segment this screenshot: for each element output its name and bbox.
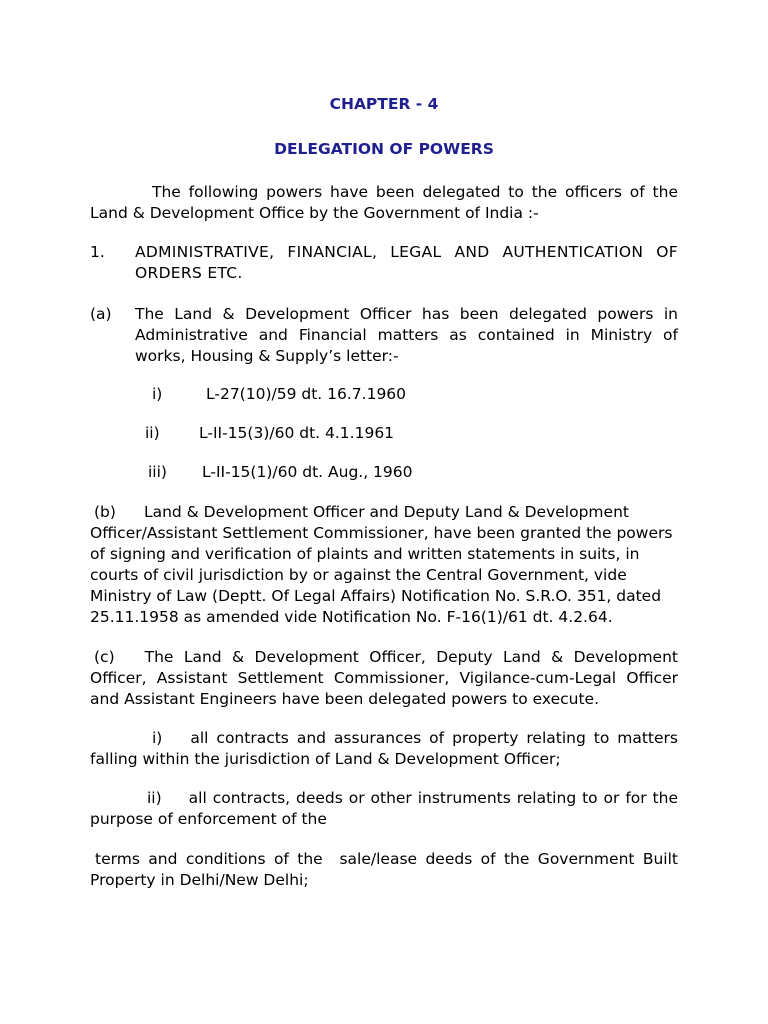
- list-item: [90, 788, 678, 830]
- item-number: ii): [147, 789, 162, 807]
- section-heading: ADMINISTRATIVE, FINANCIAL, LEGAL AND AUTHENTICATION OF ORDERS ETC.: [135, 243, 678, 282]
- chapter-heading: CHAPTER - 4: [329, 95, 439, 113]
- paragraph-label: (c): [94, 648, 115, 666]
- paragraph-text: The Land & Development Officer, Deputy Land & Development Officer, Assistant Settlement Commissioner, Vigilance-cum-Legal Officer and Assistant Engineers have been delegated powers to execute.: [90, 648, 678, 708]
- page-title: DELEGATION OF POWERS: [274, 140, 494, 158]
- reference-text: L-27(10)/59 dt. 16.7.1960: [206, 385, 407, 403]
- continuation-paragraph: [90, 849, 683, 891]
- item-text: all contracts and assurances of property relating to matters falling within the jurisdiction of Land & Development Officer;: [90, 729, 678, 768]
- reference-number: ii): [145, 424, 160, 442]
- paragraph-text: The Land & Development Officer has been delegated powers in Administrative and Financial matters as contained in Ministry of works, Housing & Supply’s letter:-: [135, 305, 678, 365]
- section-number: 1.: [90, 243, 105, 261]
- paragraph-text: Land & Development Officer and Deputy Land & Development Officer/Assistant Settlement Commissioner, have been granted the powers of signing and verification of plaints and written statements in suits, in courts of civil jurisdiction by or against the Central Government, vide Ministry of Law (Deptt. Of Legal Affairs) Notification No. S.R.O. 351, dated 25.11.1958 as amended vide Notification No. F-16(1)/61 dt. 4.2.64.: [90, 503, 673, 626]
- reference-text: L-II-15(1)/60 dt. Aug., 1960: [202, 463, 413, 481]
- section-1: [90, 242, 678, 284]
- reference-number: iii): [148, 463, 167, 481]
- item-text: all contracts, deeds or other instruments relating to or for the purpose of enforcement of the: [90, 789, 678, 828]
- paragraph-b: [90, 502, 678, 628]
- list-item: [90, 728, 678, 770]
- continuation-text: terms and conditions of the sale/lease deeds of the Government Built Property in Delhi/New Delhi;: [90, 850, 683, 889]
- item-number: i): [152, 729, 163, 747]
- intro-text: The following powers have been delegated to the officers of the Land & Development Office by the Government of India :-: [90, 183, 678, 222]
- paragraph-c: [90, 647, 678, 710]
- paragraph-a: [90, 304, 678, 367]
- paragraph-label: (a): [90, 305, 112, 323]
- paragraph-label: (b): [94, 503, 116, 521]
- reference-number: i): [152, 385, 163, 403]
- intro-paragraph: [90, 182, 678, 224]
- reference-text: L-II-15(3)/60 dt. 4.1.1961: [199, 424, 395, 442]
